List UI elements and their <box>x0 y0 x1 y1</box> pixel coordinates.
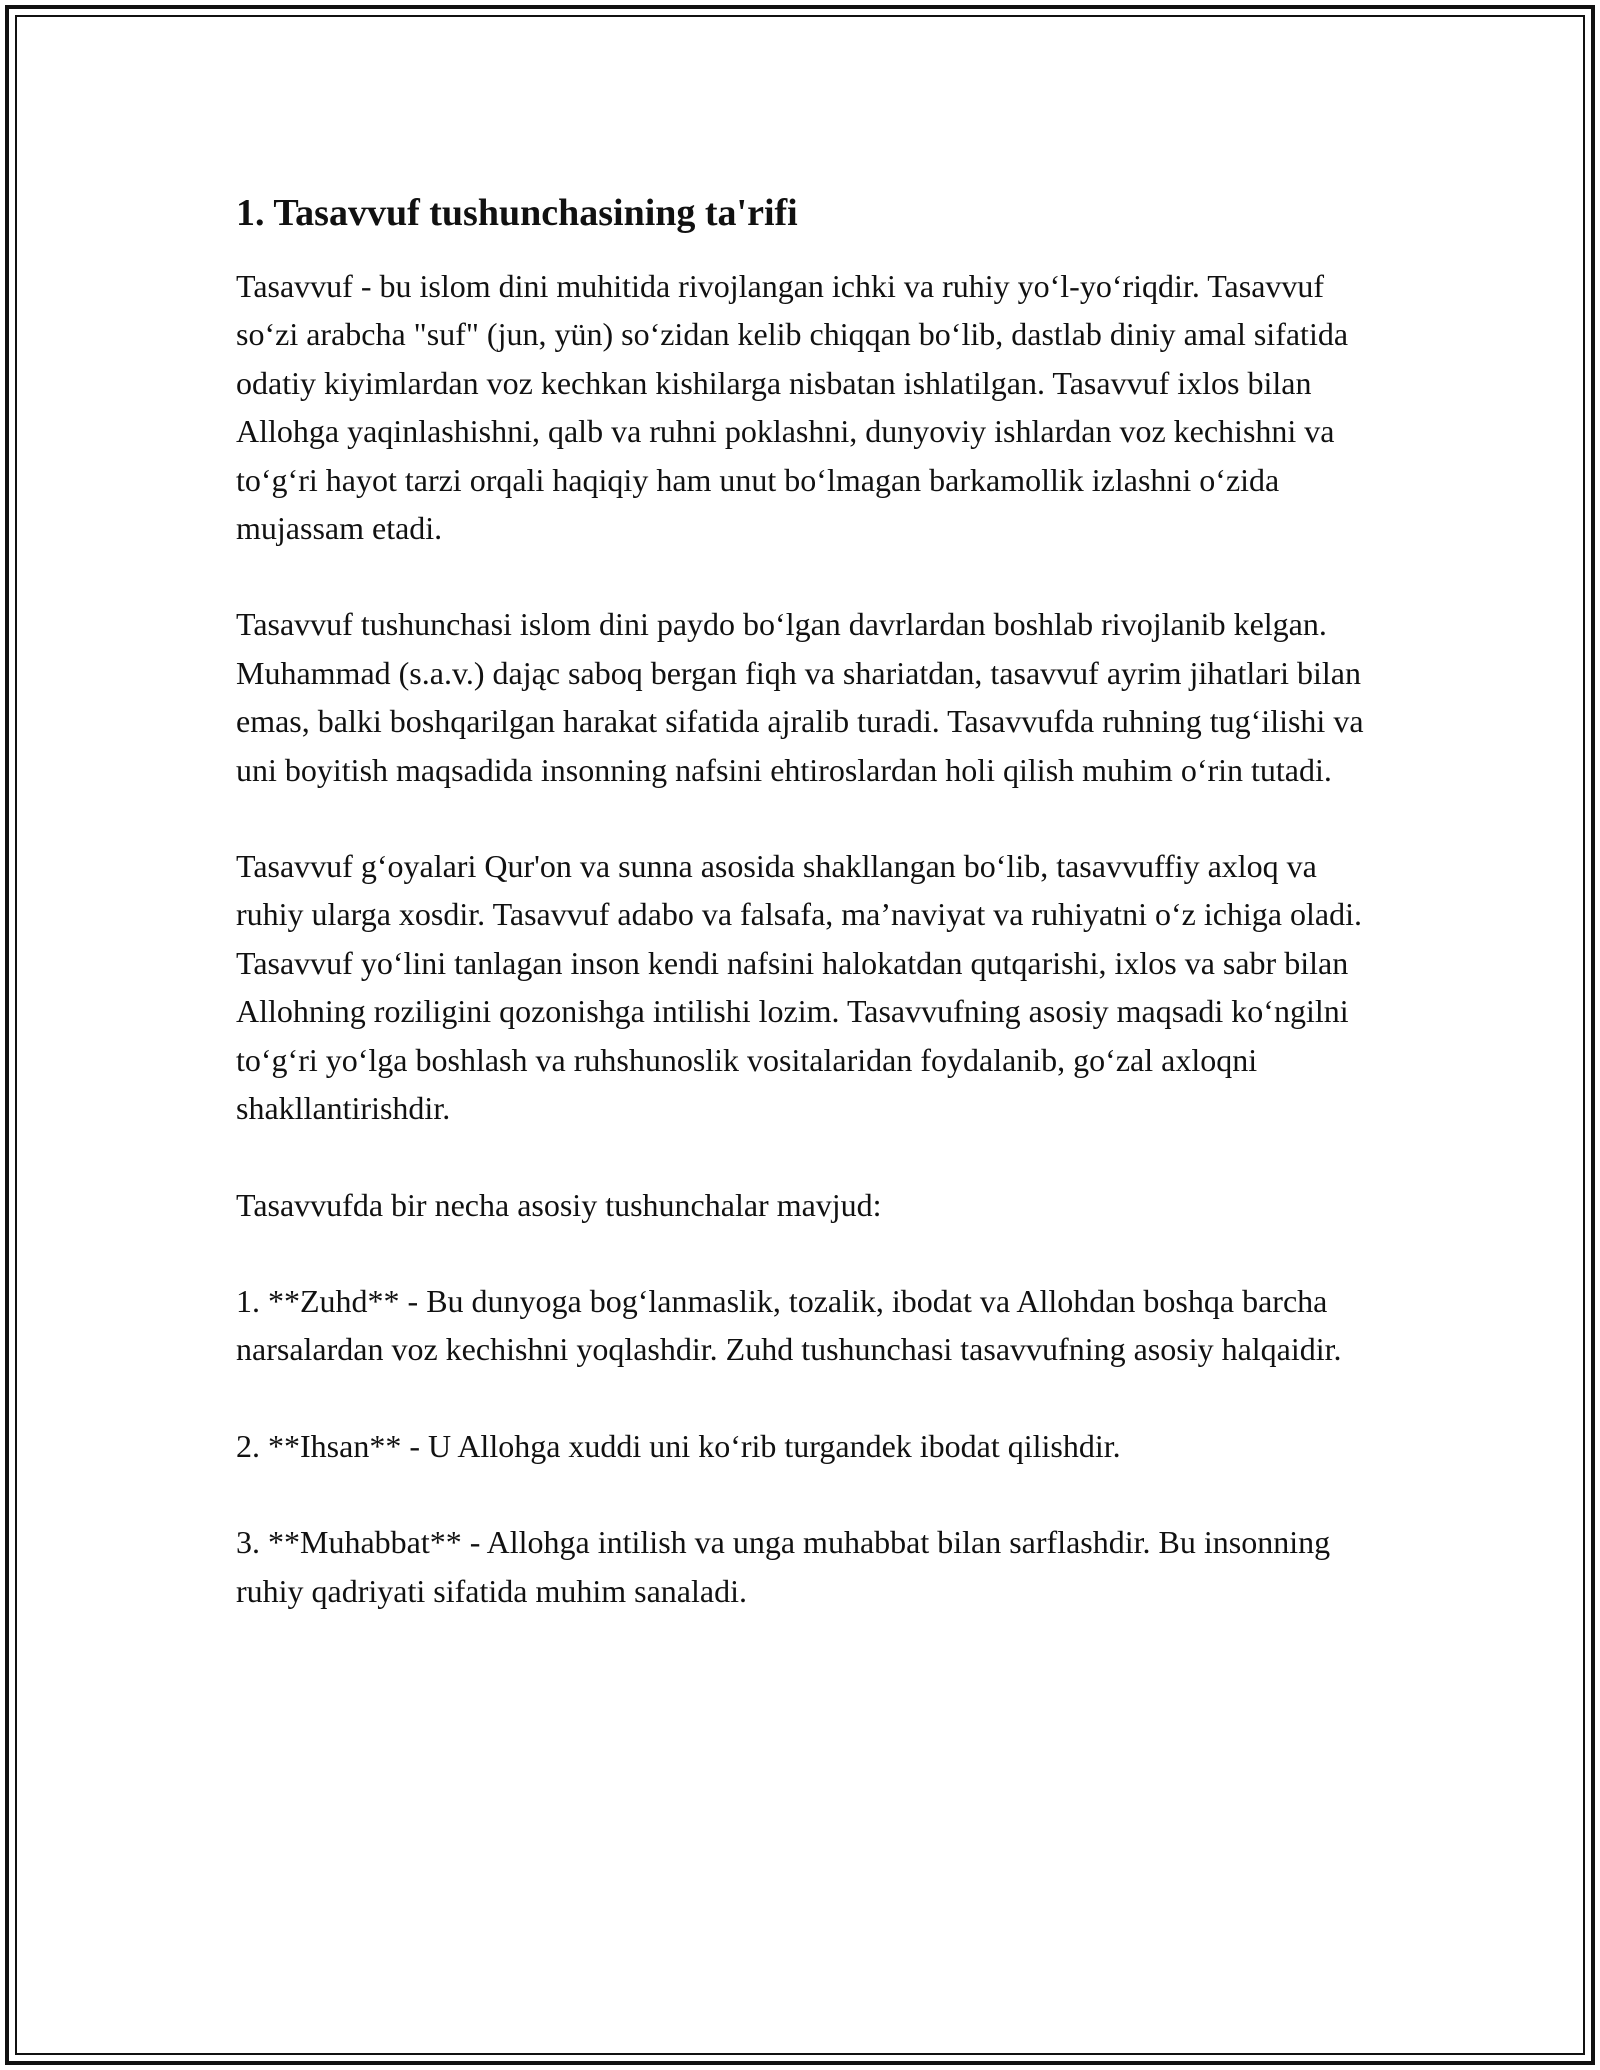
document-body <box>236 186 1366 1663</box>
paragraph-history: Tasavvuf tushunchasi islom dini paydo boʻlgan davrlardan boshlab rivojlanib kelgan. Muhammad (s.a.v.) dając saboq bergan fiqh va shariatdan, tasavvuf ayrim jihatlari bilan emas, balki boshqarilgan harakat sifatida ajralib turadi. Tasavvufda ruhning tugʻilishi va uni boyitish maqsadida insonning nafsini ehtiroslardan holi qilish muhim oʻrin tutadi. <box>236 606 1364 788</box>
paragraph-definition: Tasavvuf - bu islom dini muhitida rivojlangan ichki va ruhiy yoʻl-yoʻriqdir. Tasavvuf soʻzi arabcha "suf" (jun, yün) soʻzidan kelib chiqqan boʻlib, dastlab diniy amal sifatida odatiy kiyimlardan voz kechkan kishilarga nisbatan ishlatilgan. Tasavvuf ixlos bilan Allohga yaqinlashishni, qalb va ruhni poklashni, dunyoviy ishlardan voz kechishni va toʻgʻri hayot tarzi orqali haqiqiy ham unut boʻlmagan barkamollik izlashni oʻzida mujassam etadi. <box>236 268 1349 547</box>
paragraph-concepts-intro: Tasavvufda bir necha asosiy tushunchalar mavjud: <box>236 1186 882 1223</box>
section-heading: 1. Tasavvuf tushunchasining ta'rifi <box>236 192 798 234</box>
list-item-zuhd: 1. **Zuhd** - Bu dunyoga bogʻlanmaslik, tozalik, ibodat va Allohdan boshqa barcha narsalardan voz kechishni yoqlashdir. Zuhd tushunchasi tasavvufning asosiy halqaidir. <box>236 1282 1342 1368</box>
list-item-ihsan: 2. **Ihsan** - U Allohga xuddi uni koʻrib turgandek ibodat qilishdir. <box>236 1427 1121 1464</box>
list-item-muhabbat: 3. **Muhabbat** - Allohga intilish va unga muhabbat bilan sarflashdir. Bu insonning ruhiy qadriyati sifatida muhim sanaladi. <box>236 1524 1331 1609</box>
paragraph-ideas: Tasavvuf gʻoyalari Qur'on va sunna asosida shakllangan boʻlib, tasavvuffiy axloq va ruhiy ularga xosdir. Tasavvuf adabo va falsafa, ma’naviyat va ruhiyatni oʻz ichiga oladi. Tasavvuf yoʻlini tanlagan inson kendi nafsini halokatdan qutqarishi, ixlos va sabr bilan Allohning roziligini qozonishga intilishi lozim. Tasavvufning asosiy maqsadi koʻngilni toʻgʻri yoʻlga boshlash va ruhshunoslik vositalaridan foydalanib, goʻzal axloqni shakllantirishdir. <box>236 848 1362 1127</box>
